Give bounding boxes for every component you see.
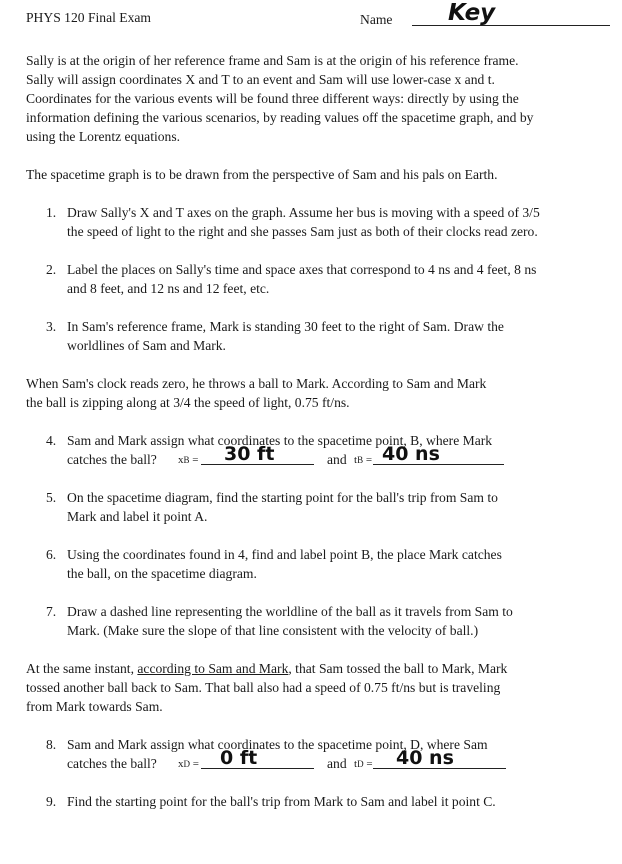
intro-line-3: Coordinates for the various events will be found three different ways: directly by using the — [26, 91, 519, 106]
name-label: Name — [360, 12, 393, 27]
q4-line-2: catches the ball? — [67, 452, 157, 467]
course-title: PHYS 120 Final Exam — [26, 10, 151, 25]
q9-line-1: Find the starting point for the ball's trip from Mark to Sam and label it point C. — [67, 794, 496, 809]
second-ball-line-3: from Mark towards Sam. — [26, 699, 163, 714]
q2-line-2: and 8 feet, and 12 ns and 12 feet, etc. — [67, 281, 270, 296]
q8-line-1: Sam and Mark assign what coordinates to the spacetime point, D, where Sam — [67, 737, 488, 752]
q4-t-label: tB = — [354, 454, 373, 466]
q8-and: and — [327, 756, 347, 771]
q1-line-2: the speed of light to the right and she passes Sam just as both of their clocks read zero. — [67, 224, 538, 239]
q5-line-1: On the spacetime diagram, find the starting point for the ball's trip from Sam to — [67, 490, 498, 505]
intro-line-4: information defining the various scenarios, by reading values off the spacetime graph, and by — [26, 110, 534, 125]
q3-line-1: In Sam's reference frame, Mark is standing 30 feet to the right of Sam. Draw the — [67, 319, 504, 334]
q9-number: 9. — [46, 794, 57, 809]
q8-t-answer-handwritten: 40 ns — [396, 747, 454, 769]
q8-x-label: xD = — [178, 758, 199, 770]
emphasis-underlined: according to Sam and Mark — [137, 661, 289, 676]
intro-line-1: Sally is at the origin of her reference frame and Sam is at the origin of his reference frame. — [26, 53, 519, 68]
q6-number: 6. — [46, 547, 57, 562]
q1-line-1: Draw Sally's X and T axes on the graph. Assume her bus is moving with a speed of 3/5 — [67, 205, 540, 220]
q3-line-2: worldlines of Sam and Mark. — [67, 338, 226, 353]
intro-line-5: using the Lorentz equations. — [26, 129, 181, 144]
throw-line-2: the ball is zipping along at 3/4 the speed of light, 0.75 ft/ns. — [26, 395, 350, 410]
perspective-statement: The spacetime graph is to be drawn from the perspective of Sam and his pals on Earth. — [26, 167, 498, 182]
q8-t-label: tD = — [354, 758, 373, 770]
name-underline — [412, 25, 610, 26]
q5-line-2: Mark and label it point A. — [67, 509, 208, 524]
q4-and: and — [327, 452, 347, 467]
q8-x-answer-handwritten: 0 ft — [220, 747, 258, 769]
second-ball-line-2: tossed another ball back to Sam. That ball also had a speed of 0.75 ft/ns but is traveling — [26, 680, 501, 695]
q7-line-1: Draw a dashed line representing the worldline of the ball as it travels from Sam to — [67, 604, 513, 619]
q5-number: 5. — [46, 490, 57, 505]
q8-line-2: catches the ball? — [67, 756, 157, 771]
q7-line-2: Mark. (Make sure the slope of that line consistent with the velocity of ball.) — [67, 623, 479, 638]
q2-line-1: Label the places on Sally's time and space axes that correspond to 4 ns and 4 feet, 8 ns — [67, 262, 537, 277]
second-ball-line-1: At the same instant, according to Sam and Mark, that Sam tossed the ball to Mark, Mark — [26, 661, 508, 676]
intro-line-2: Sally will assign coordinates X and T to an event and Sam will use lower-case x and t. — [26, 72, 495, 87]
q2-number: 2. — [46, 262, 57, 277]
q6-line-1: Using the coordinates found in 4, find and label point B, the place Mark catches — [67, 547, 502, 562]
q8-x-answer-line — [201, 768, 314, 769]
q8-number: 8. — [46, 737, 57, 752]
name-answer-handwritten: Key — [448, 0, 496, 26]
throw-line-1: When Sam's clock reads zero, he throws a ball to Mark. According to Sam and Mark — [26, 376, 487, 391]
q7-number: 7. — [46, 604, 57, 619]
q4-x-answer-handwritten: 30 ft — [224, 443, 275, 465]
q4-x-label: xB = — [178, 454, 199, 466]
q1-number: 1. — [46, 205, 57, 220]
q6-line-2: the ball, on the spacetime diagram. — [67, 566, 257, 581]
q4-line-1: Sam and Mark assign what coordinates to the spacetime point, B, where Mark — [67, 433, 493, 448]
q4-number: 4. — [46, 433, 57, 448]
q3-number: 3. — [46, 319, 57, 334]
q4-t-answer-handwritten: 40 ns — [382, 443, 440, 465]
